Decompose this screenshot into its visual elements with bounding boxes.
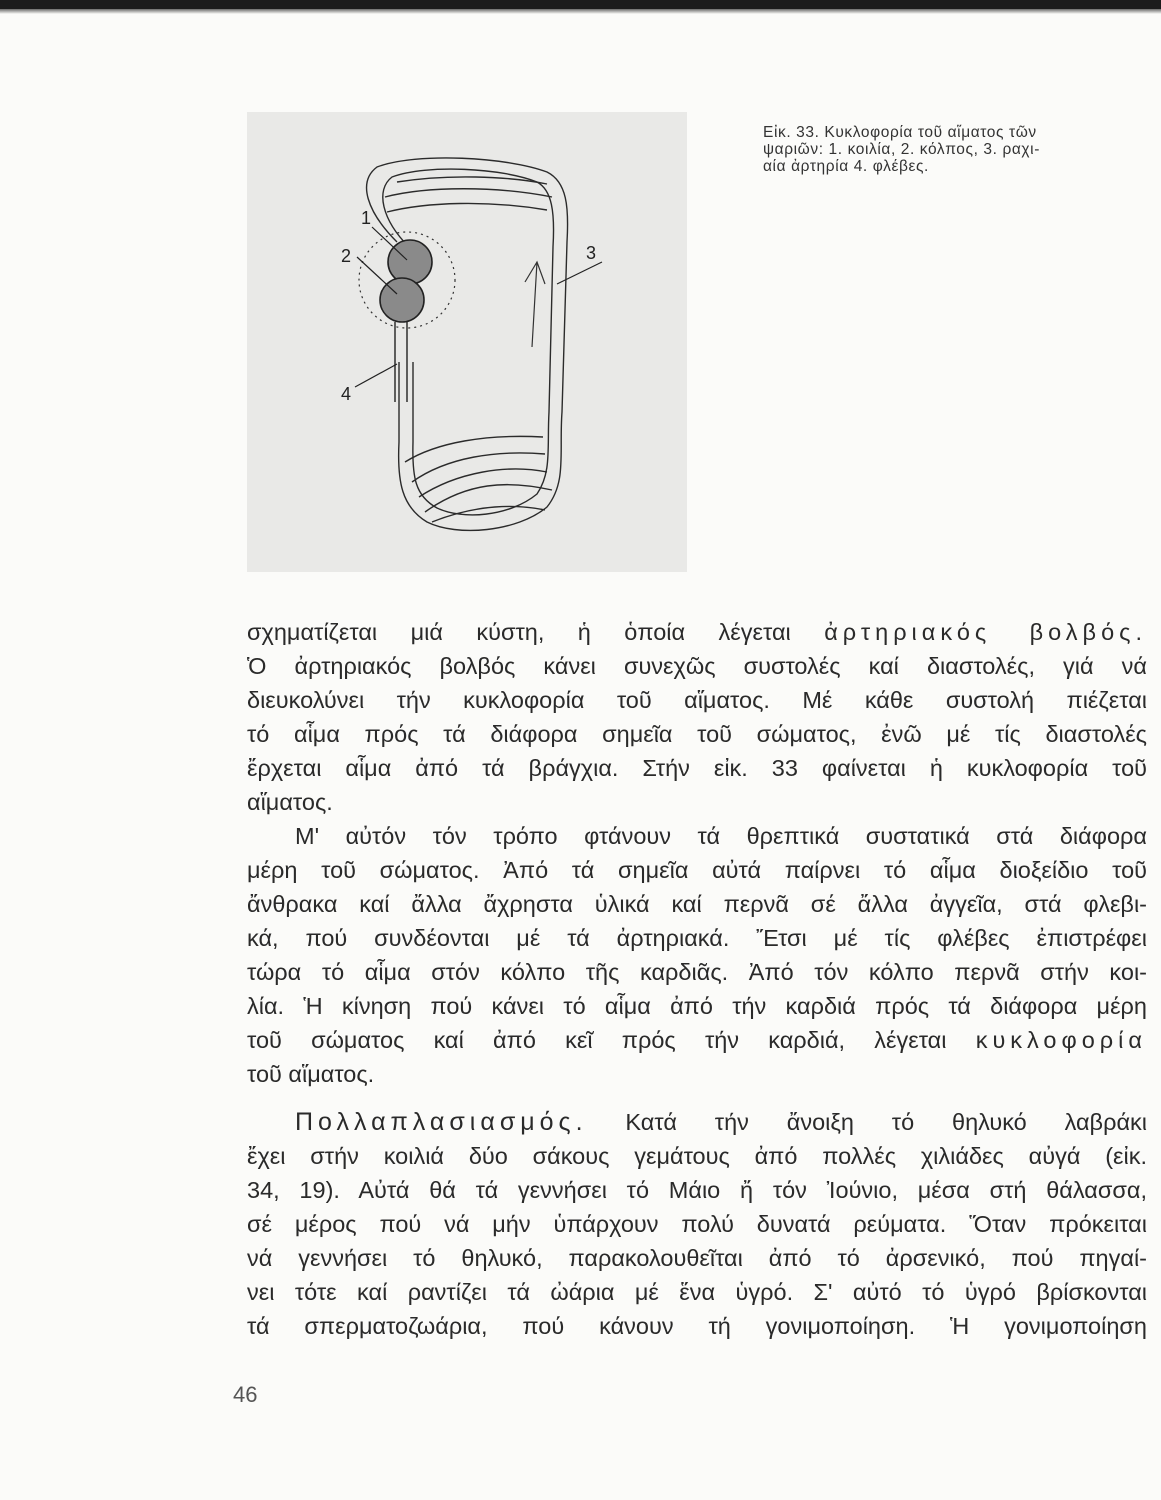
- figure-background: [247, 112, 687, 572]
- caption-line: ψαριῶν: 1. κοιλία, 2. κόλπος, 3. ραχι-: [763, 141, 1040, 158]
- paragraph-2-line: μέρη τοῦ σώματος. Ἀπό τά σημεῖα αὐτά παίρνει τό αἷμα διοξείδιο τοῦ: [247, 857, 1147, 883]
- label-1: 1: [361, 208, 372, 228]
- section-heading-reproduction: Πολλαπλασιασμός.: [295, 1108, 588, 1136]
- paragraph-2-line: ἄνθρακα καί ἄλλα ἄχρηστα ὑλικά καί περνᾶ σέ ἄλλα ἀγγεῖα, στά φλεβι-: [247, 891, 1147, 917]
- paragraph-3-line: [247, 1105, 1147, 1139]
- figure-33-circulation-diagram: [247, 112, 687, 572]
- figure-caption: [763, 124, 1161, 175]
- paragraph-3-text: Κατά τήν ἄνοιξη τό θηλυκό λαβράκι: [625, 1109, 1147, 1135]
- paragraph-2-line: λία. Ἡ κίνηση πού κάνει τό αἷμα ἀπό τήν καρδιά πρός τά διάφορα μέρη: [247, 993, 1147, 1019]
- paragraph-1-line: Ὁ ἀρτηριακός βολβός κάνει συνεχῶς συστολές καί διαστολές, γιά νά: [247, 653, 1147, 679]
- scan-top-edge: [0, 0, 1161, 9]
- label-2: 2: [341, 246, 352, 266]
- paragraph-2-text: τοῦ σώματος καί ἀπό κεῖ πρός τήν καρδιά, λέγεται: [247, 1027, 947, 1053]
- paragraph-2-line: Μ' αὐτόν τόν τρόπο φτάνουν τά θρεπτικά συστατικά στά διάφορα: [295, 823, 1147, 849]
- caption-line: Εἰκ. 33. Κυκλοφορία τοῦ αἵματος τῶν: [763, 124, 1037, 141]
- paragraph-2-line: κά, πού συνδέονται μέ τά ἀρτηριακά. Ἔτσι μέ τίς φλέβες ἐπιστρέφει: [247, 925, 1147, 951]
- paragraph-2-line: τοῦ αἵματος.: [247, 1061, 375, 1087]
- ventricle-chamber: [388, 240, 432, 284]
- label-4: 4: [341, 384, 352, 404]
- paragraph-3-line: ἔχει στήν κοιλιά δύο σάκους γεμάτους ἀπό πολλές χιλιάδες αὐγά (εἰκ.: [247, 1143, 1147, 1169]
- paragraph-2-line: τώρα τό αἷμα στόν κόλπο τῆς καρδιᾶς. Ἀπό τόν κόλπο περνᾶ στήν κοι-: [247, 959, 1147, 985]
- paragraph-3-line: νά γεννήσει τό θηλυκό, παρακολουθεῖται ἀπό τό ἀρσενικό, πού πηγαί-: [247, 1245, 1147, 1271]
- scan-edge-shadow: [0, 9, 1161, 14]
- term-circulation: κυκλοφορία: [975, 1027, 1147, 1053]
- caption-line: αία ἀρτηρία 4. φλέβες.: [763, 158, 929, 175]
- circulation-diagram-svg: [247, 112, 687, 572]
- label-3: 3: [586, 243, 597, 263]
- paragraph-1-line: αἵματος.: [247, 789, 333, 815]
- term-arterial-bulb: ἀρτηριακός βολβός.: [824, 619, 1147, 645]
- paragraph-gap: [247, 1091, 1147, 1105]
- body-text: [247, 615, 1147, 1343]
- paragraph-1-line: διευκολύνει τήν κυκλοφορία τοῦ αἵματος. Μέ κάθε συστολή πιέζεται: [247, 687, 1147, 713]
- paragraph-3-line: σέ μέρος πού νά μήν ὑπάρχουν πολύ δυνατά ρεύματα. Ὅταν πρόκειται: [247, 1211, 1147, 1237]
- paragraph-3-line: 34, 19). Αὐτά θά τά γεννήσει τό Μάιο ἤ τόν Ἰούνιο, μέσα στή θάλασσα,: [247, 1177, 1147, 1203]
- paragraph-3-line: τά σπερματοζωάρια, πού κάνουν τή γονιμοποίηση. Ἡ γονιμοποίηση: [247, 1313, 1147, 1339]
- paragraph-1-text: σχηματίζεται μιά κύστη, ἡ ὁποία λέγεται: [247, 619, 791, 645]
- paragraph-1-line: τό αἷμα πρός τά διάφορα σημεῖα τοῦ σώματος, ἐνῶ μέ τίς διαστολές: [247, 721, 1147, 747]
- paragraph-1-line: [247, 615, 1147, 649]
- paragraph-3-line: νει τότε καί ραντίζει τά ὠάρια μέ ἕνα ὑγρό. Σ' αὐτό τό ὑγρό βρίσκονται: [247, 1279, 1147, 1305]
- page-number: 46: [233, 1382, 258, 1407]
- paragraph-1-line: ἔρχεται αἷμα ἀπό τά βράγχια. Στήν εἰκ. 33 φαίνεται ἡ κυκλοφορία τοῦ: [247, 755, 1147, 781]
- paragraph-2-line: [247, 1023, 1147, 1057]
